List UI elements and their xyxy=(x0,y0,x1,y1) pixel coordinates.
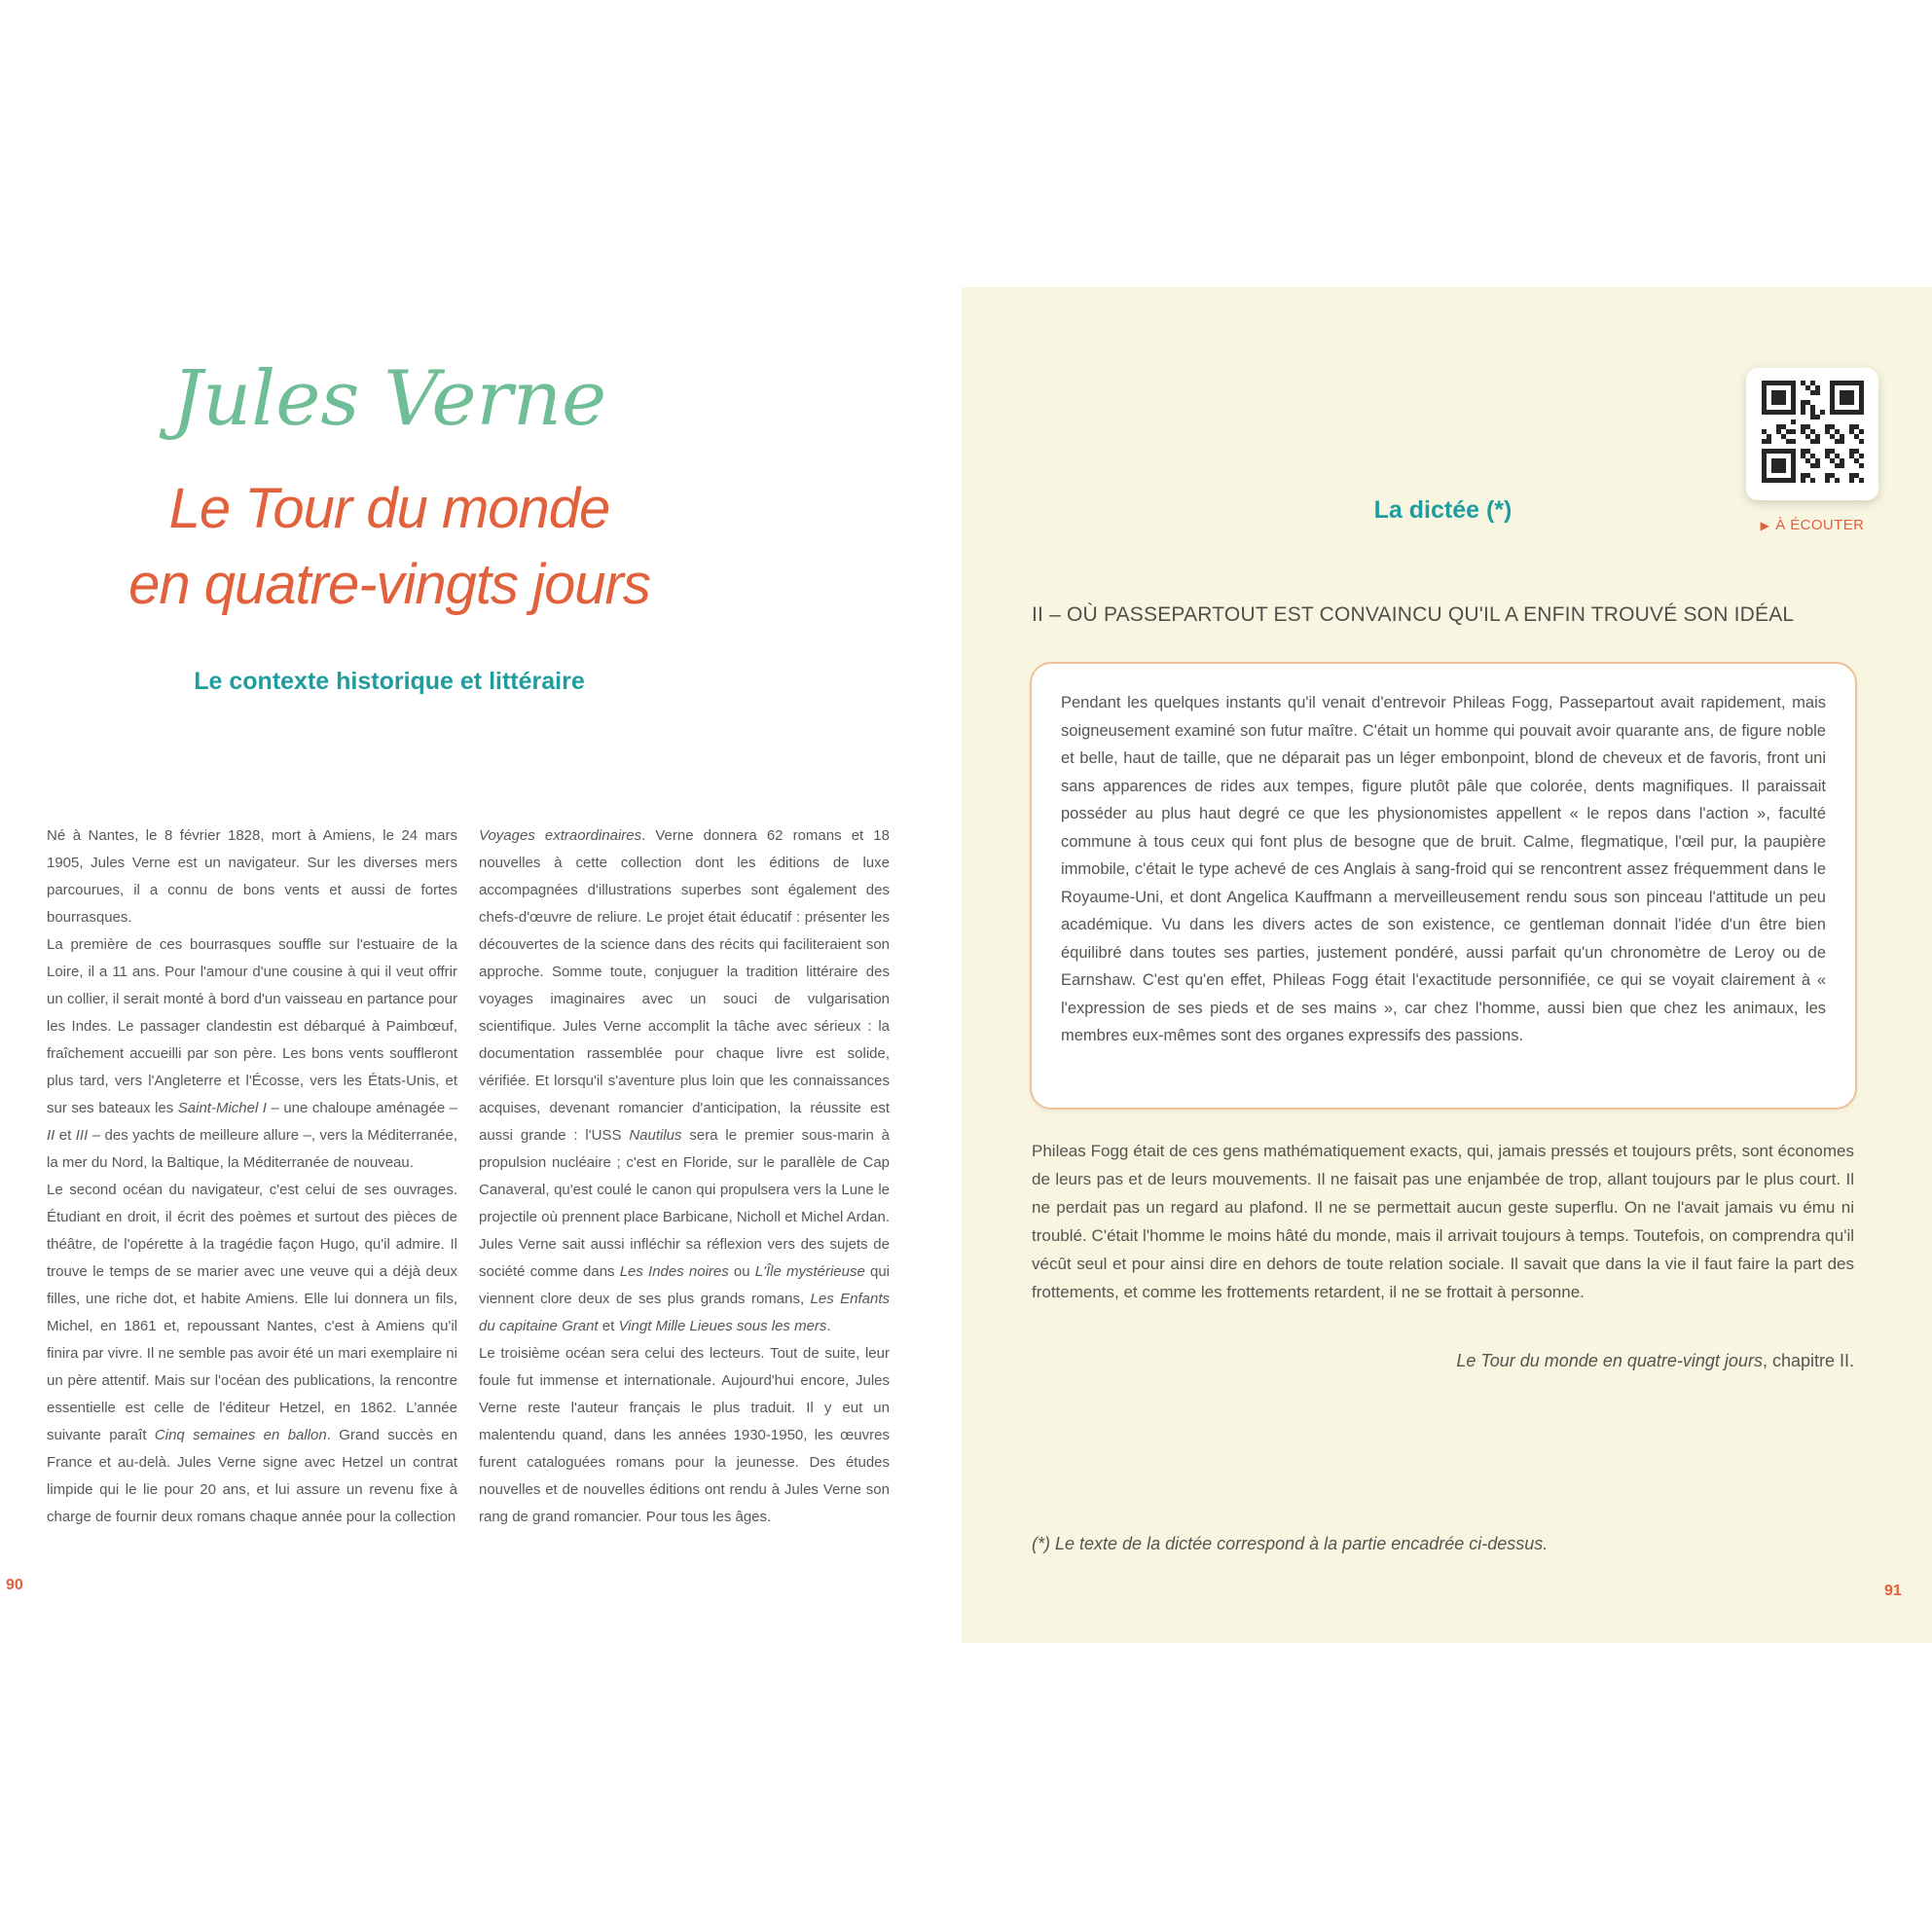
book-title-line1: Le Tour du monde xyxy=(168,477,610,540)
paragraph xyxy=(479,822,890,1340)
text-segment: Le second océan du navigateur, c'est celui de ses ouvrages. Étudiant en droit, il écrit des poèmes et surtout des pièces de théâtre, de l'opérette à la tragédie façon Hugo, qu'il admire. Il trouve le temps de se marier avec une veuve qui a déjà deux filles, une riche dot, et habite Amiens. Elle lui donnera un fils, Michel, en 1861 et, repoussant Nantes, c'est à Amiens qu'il finira par vivre. Il ne semble pas avoir été un mari exemplaire ni un père attentif. Mais sur l'océan des publications, la rencontre essentielle est celle de l'éditeur Hetzel, en 1862. L'année suivante paraît xyxy=(47,1182,457,1443)
text-segment: . xyxy=(826,1318,831,1334)
text-segment: L'Île mystérieuse xyxy=(754,1263,865,1280)
text-segment: et xyxy=(55,1127,76,1144)
text-segment: III xyxy=(75,1127,89,1144)
author-title: Jules Verne xyxy=(171,355,607,443)
text-segment: , chapitre II. xyxy=(1762,1351,1854,1370)
paragraph xyxy=(479,1340,890,1531)
text-segment: Voyages extraordinaires xyxy=(479,827,642,844)
text-segment: . Grand succès en France et au-delà. Jules Verne signe avec Hetzel un contrat limpide qui le lie pour 20 ans, et lui assure un revenu fixe à charge de fournir deux romans chaque année pour la collection xyxy=(47,1427,457,1525)
dictation-text: Pendant les quelques instants qu'il venait d'entrevoir Phileas Fogg, Passepartout avait rapidement, mais soigneusement examiné son futur maître. C'était un homme qui pouvait avoir quarante ans, de figure noble et belle, haut de taille, que ne déparait pas un léger embonpoint, blond de cheveux et de favoris, front uni sans apparences de rides aux tempes, figure plutôt pâle que colorée, dents magnifiques. Il paraissait posséder au plus haut degré ce que les physionomistes appellent « le repos dans l'action », faculté commune à tous ceux qui font plus de besogne que de bruit. Calme, flegmatique, l'œil pur, la paupière immobile, c'était le type achevé de ces Anglais à sang-froid qui se rencontrent assez fréquemment dans le Royaume-Uni, et dont Angelica Kauffmann a merveilleusement rendu sous son pinceau l'attitude un peu académique. Vu dans les divers actes de son existence, ce gentleman donnait l'idée d'un être bien équilibré dans toutes ses parties, justement pondéré, aussi parfait qu'un chronomètre de Leroy ou de Earnshaw. C'est qu'en effet, Phileas Fogg était l'exactitude personnifiée, ce qui se voyait clairement à « l'expression de ses pieds et de ses mains », car chez l'homme, aussi bien que chez les animaux, les membres eux-mêmes sont des organes expressifs des passions. xyxy=(1061,694,1826,1044)
section-heading: Le contexte historique et littéraire xyxy=(194,668,585,695)
citation xyxy=(1032,1351,1854,1371)
text-segment: Nautilus xyxy=(629,1127,682,1144)
qr-card[interactable] xyxy=(1746,368,1878,500)
text-segment: – une chaloupe aménagée – xyxy=(266,1100,457,1116)
paragraph xyxy=(47,931,457,1177)
text-segment: qui viennent clore deux de ses plus grands romans, xyxy=(479,1263,890,1307)
text-segment: Le Tour du monde en quatre-vingt jours xyxy=(1456,1351,1763,1370)
paragraph xyxy=(47,822,457,931)
text-segment: Vingt Mille Lieues sous les mers xyxy=(618,1318,827,1334)
book-title xyxy=(39,471,740,623)
text-segment: Les Indes noires xyxy=(619,1263,729,1280)
book-title-line2: en quatre-vingts jours xyxy=(128,553,650,616)
text-segment: II xyxy=(47,1127,55,1144)
text-segment: sera le premier sous-marin à propulsion nucléaire ; c'est en Floride, sur le parallèle de Cap Canaveral, qu'est coulé le canon qui propulsera vers la Lune le projectile où prennent place Barbicane, Nicholl et Michel Ardan. Jules Verne sait aussi infléchir sa réflexion vers des sujets de société comme dans xyxy=(479,1127,890,1280)
body-paragraph: Phileas Fogg était de ces gens mathématiquement exacts, qui, jamais pressés et toujours prêts, sont économes de leurs pas et de leurs mouvements. Il ne faisait pas une enjambée de trop, allant toujours par le plus court. Il ne perdait pas un regard au plafond. Il ne se permettait aucun geste superflu. On ne l'avait jamais vu ému ni troublé. C'était l'homme le moins hâté du monde, mais il arrivait toujours à temps. Toutefois, on comprendra qu'il vécût seul et pour ainsi dire en dehors de toute relation sociale. Il savait que dans la vie il faut faire la part des frottements, et comme les frottements retardent, il ne se frottait à personne. xyxy=(1032,1142,1854,1301)
text-segment: . Verne donnera 62 romans et 18 nouvelles à cette collection dont les éditions de luxe accompagnées d'illustrations superbes sont également des chefs-d'œuvre de reliure. Le projet était éducatif : présenter les découvertes de la science dans des récits qui faciliteraient son approche. Somme toute, conjuguer la tradition littéraire des voyages imaginaires avec un souci de vulgarisation scientifique. Jules Verne accomplit la tâche avec sérieux : la documentation rassemblée pour chaque livre est solide, vérifiée. Et lorsqu'il s'aventure plus loin que les connaissances acquises, devenant romancier d'anticipation, la réussite est aussi grande : l'USS xyxy=(479,827,890,1144)
left-page-title-block xyxy=(39,352,740,696)
chapter-heading: II – OÙ PASSEPARTOUT EST CONVAINCU QU'IL A ENFIN TROUVÉ SON IDÉAL xyxy=(1032,603,1795,626)
dictation-box xyxy=(1030,662,1857,1110)
page-number-right: 91 xyxy=(1884,1583,1902,1599)
footnote: (*) Le texte de la dictée correspond à la partie encadrée ci-dessus. xyxy=(1032,1534,1549,1553)
page-number-left: 90 xyxy=(6,1577,23,1593)
text-segment: La première de ces bourrasques souffle sur l'estuaire de la Loire, il a 11 ans. Pour l'amour d'une cousine à qui il veut offrir un collier, il serait monté à bord d'un vaisseau en partance pour les Indes. Le passager clandestin est débarqué à Paimbœuf, fraîchement accueilli par son père. Les bons vents souffleront plus tard, vers l'Angleterre et l'Écosse, vers les États-Unis, et sur ses bateaux les xyxy=(47,936,457,1116)
left-page-column-1 xyxy=(47,822,457,1587)
play-icon: ▶ xyxy=(1760,519,1770,532)
text-segment: Cinq semaines en ballon xyxy=(154,1427,327,1443)
left-page-column-2 xyxy=(479,822,890,1587)
text-segment: Le troisième océan sera celui des lecteurs. Tout de suite, leur foule fut immense et internationale. Aujourd'hui encore, Jules Verne reste l'auteur français le plus traduit. Il y eut un malentendu quand, dans les années 1930-1950, les œuvres furent cataloguées romans pour la jeunesse. Des études nouvelles et de nouvelles éditions ont rendu à Jules Verne son rang de grand romancier. Pour tous les âges. xyxy=(479,1345,890,1525)
text-segment: et xyxy=(598,1318,619,1334)
text-segment: ou xyxy=(728,1263,755,1280)
text-segment: Les Enfants du capitaine Grant xyxy=(479,1291,890,1334)
listen-label: À ÉCOUTER xyxy=(1775,517,1865,533)
text-segment: Né à Nantes, le 8 février 1828, mort à Amiens, le 24 mars 1905, Jules Verne est un navigateur. Sur les diverses mers parcourues, il a connu de bons vents et aussi de fortes bourrasques. xyxy=(47,827,457,926)
text-segment: – des yachts de meilleure allure –, vers la Méditerranée, la mer du Nord, la Baltique, la Méditerranée de nouveau. xyxy=(47,1127,457,1171)
dictee-heading: La dictée (*) xyxy=(1373,496,1513,524)
qr-code[interactable] xyxy=(1762,381,1864,488)
text-segment: Saint-Michel I xyxy=(177,1100,267,1116)
paragraph xyxy=(47,1177,457,1531)
